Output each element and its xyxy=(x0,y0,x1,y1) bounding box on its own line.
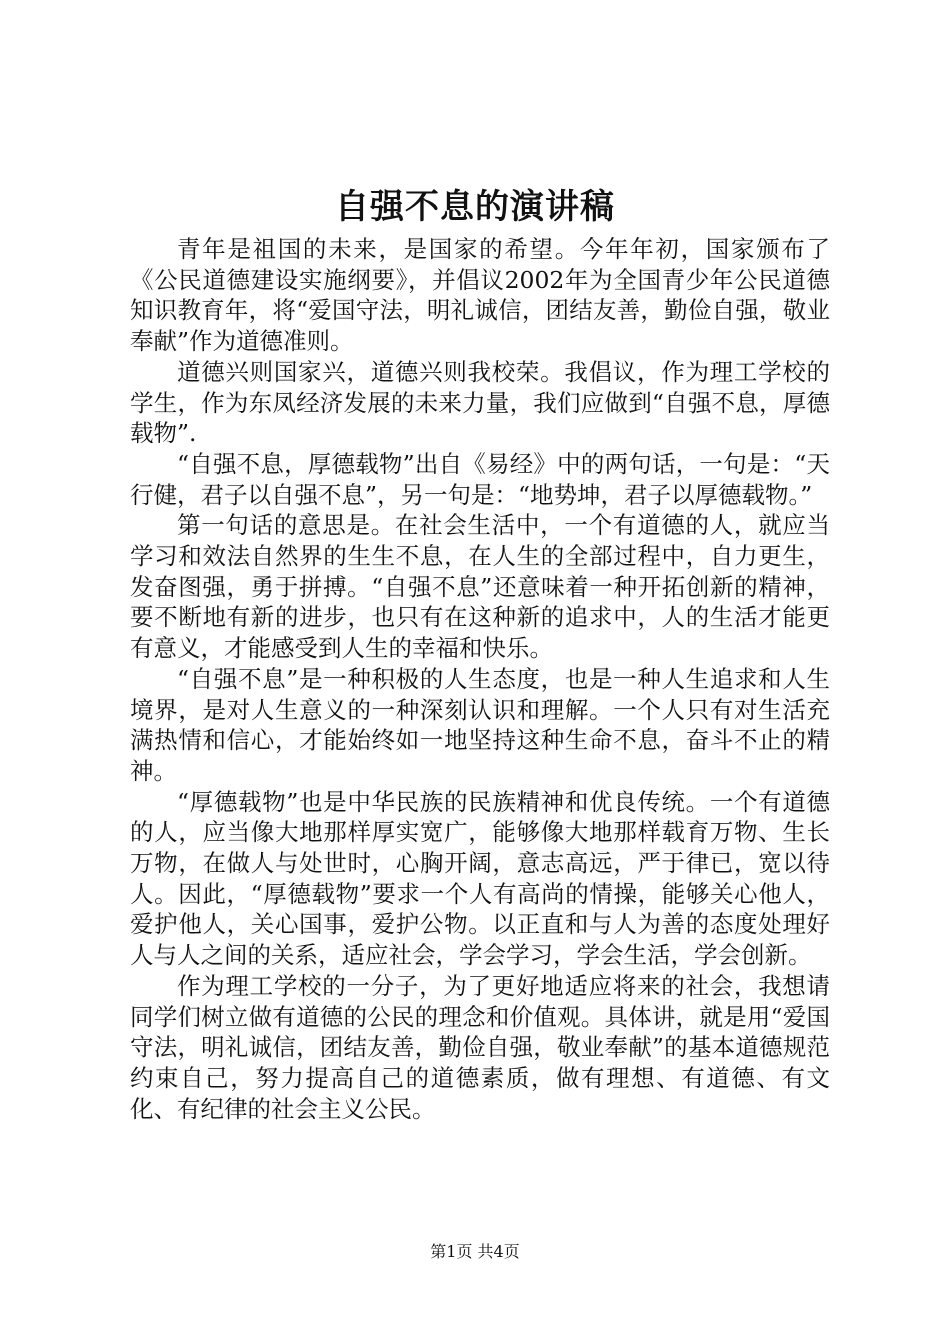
paragraph-3: “自强不息，厚德载物”出自《易经》中的两句话，一句是：“天行健，君子以自强不息”，另一句是：“地势坤，君子以厚德载物。” xyxy=(130,449,830,509)
page-number-footer: 第1页 共4页 xyxy=(430,1242,520,1261)
paragraph-2: 道德兴则国家兴，道德兴则我校荣。我倡议，作为理工学校的学生，作为东凤经济发展的未来力量，我们应做到“自强不息，厚德载物”. xyxy=(130,357,830,448)
paragraph-6: “厚德载物”也是中华民族的民族精神和优良传统。一个有道德的人，应当像大地那样厚实宽广，能够像大地那样载育万物、生长万物，在做人与处世时，心胸开阔，意志高远，严于律已，宽以待人。因此，“厚德载物”要求一个人有高尚的情操，能够关心他人，爱护他人，关心国事，爱护公物。以正直和与人为善的态度处理好人与人之间的关系，适应社会，学会学习，学会生活，学会创新。 xyxy=(130,787,830,970)
paragraph-4: 第一句话的意思是。在社会生活中，一个有道德的人，就应当学习和效法自然界的生生不息，在人生的全部过程中，自力更生，发奋图强，勇于拼搏。“自强不息”还意味着一种开拓创新的精神，要不断地有新的进步，也只有在这种新的追求中，人的生活才能更有意义，才能感受到人生的幸福和快乐。 xyxy=(130,511,830,663)
document-title: 自强不息的演讲稿 xyxy=(335,187,615,227)
paragraph-1: 青年是祖国的未来，是国家的希望。今年年初，国家颁布了《公民道德建设实施纲要》，并倡议2002年为全国青少年公民道德知识教育年，将“爱国守法，明礼诚信，团结友善，勤俭自强，敬业奉献”作为道德准则。 xyxy=(130,235,830,356)
document-body xyxy=(130,234,830,1124)
paragraph-5: “自强不息”是一种积极的人生态度，也是一种人生追求和人生境界，是对人生意义的一种深刻认识和理解。一个人只有对生活充满热情和信心，才能始终如一地坚持这种生命不息，奋斗不止的精神。 xyxy=(130,664,830,785)
paragraph-7: 作为理工学校的一分子，为了更好地适应将来的社会，我想请同学们树立做有道德的公民的理念和价值观。具体讲，就是用“爱国守法，明礼诚信，团结友善，勤俭自强，敬业奉献”的基本道德规范约束自己，努力提高自己的道德素质，做有理想、有道德、有文化、有纪律的社会主义公民。 xyxy=(130,971,830,1123)
